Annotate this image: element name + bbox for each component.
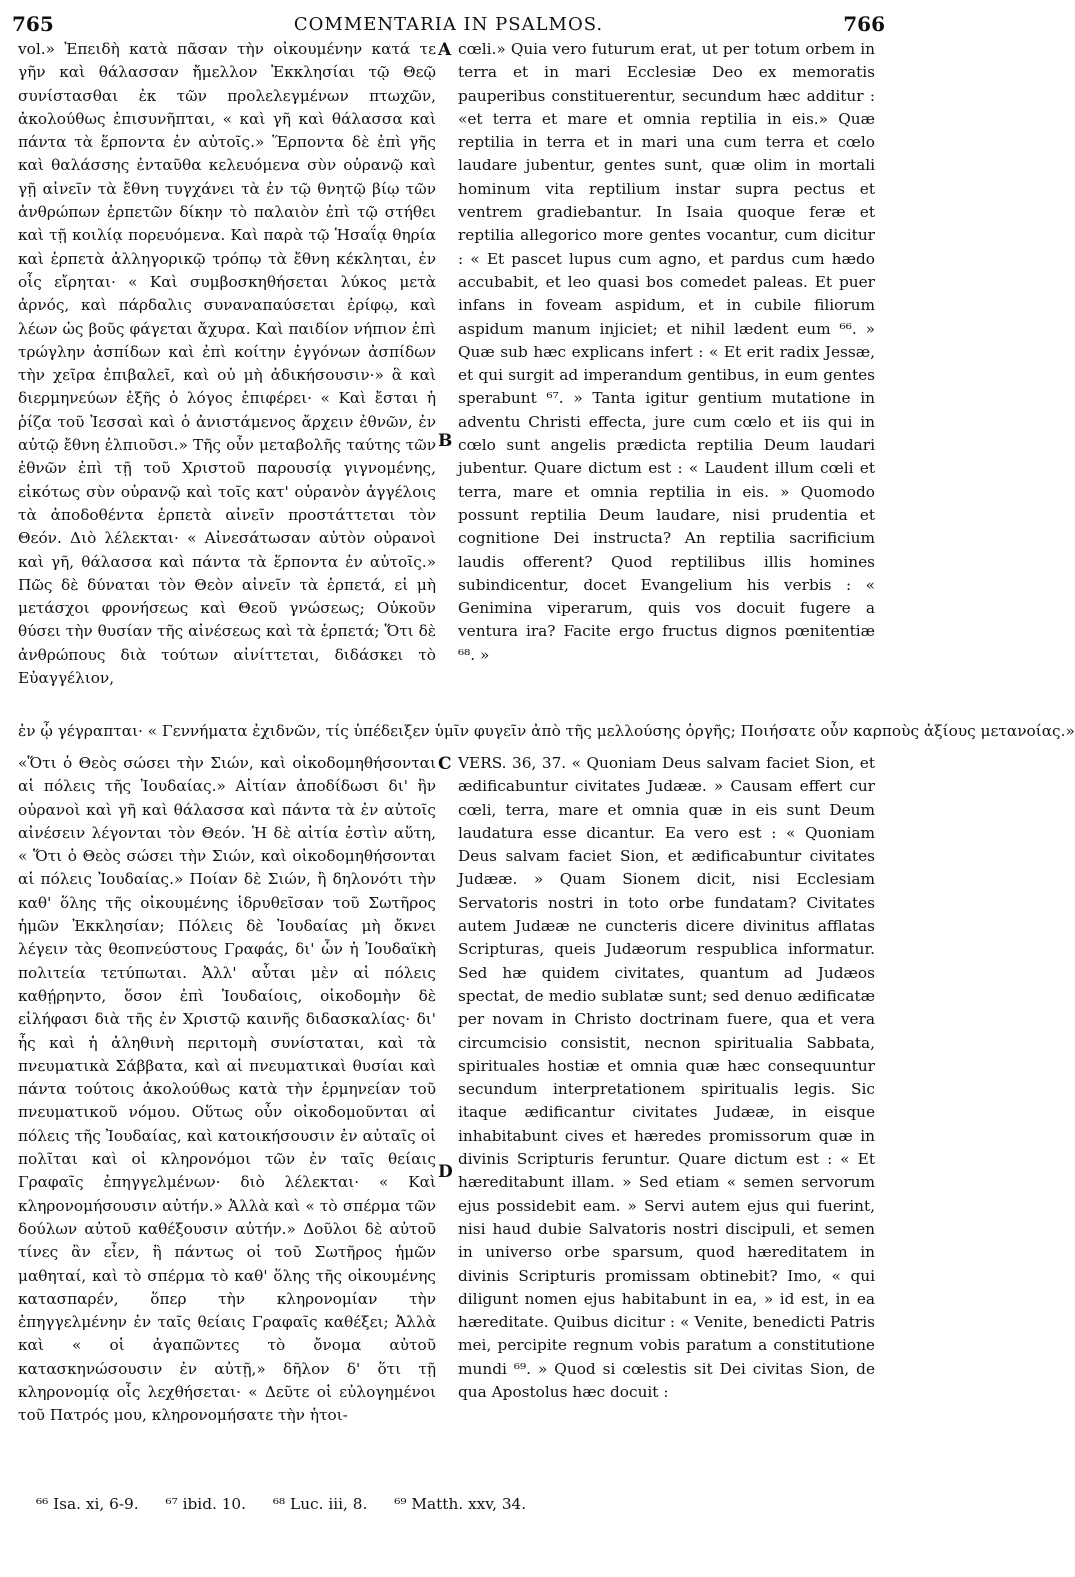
greek-spanning-text: ἐν ᾧ γέγραπται· « Γεννήματα ἐχιδνῶν, τίς ὑπέδειξεν ὑμῖν φυγεῖν ἀπὸ τῆς μελλούσης ὀργῆς; Ποιήσατε οὖν καρποὺς ἀξίους μετανοίας.» [18, 722, 1075, 740]
margin-letter-b: B [438, 431, 453, 451]
footnote: ⁶⁶ Isa. xi, 6-9. [36, 1495, 139, 1513]
margin-letter-a: A [438, 40, 452, 60]
greek-spanning-line [18, 720, 1075, 743]
running-header [0, 12, 897, 38]
page-number-left: 765 [12, 12, 54, 36]
footnote: ⁶⁹ Matth. xxv, 34. [394, 1495, 527, 1513]
margin-letter-c: C [438, 754, 452, 774]
footnote: ⁶⁸ Luc. iii, 8. [272, 1495, 368, 1513]
margin-letter-d: D [438, 1162, 453, 1182]
greek-text-block: «Ὅτι ὁ Θεὸς σώσει τὴν Σιών, καὶ οἰκοδομηθήσονται αἱ πόλεις τῆς Ἰουδαίας.» Αἰτίαν ἀποδίδωσι δι' ἣν οὐρανοὶ καὶ γῆ καὶ θάλασσα καὶ πάντα τὰ ἐν αὐτοῖς αἰνέσειν λέγονται τὸν Θεόν. Ἡ δὲ αἰτία ἐστὶν αὕτη, « Ὅτι ὁ Θεὸς σώσει τὴν Σιών, καὶ οἰκοδομηθήσονται αἱ πόλεις Ἰουδαίας.» Ποίαν δὲ Σιών, ἢ δηλονότι τὴν καθ' ὅλης τῆς οἰκουμένης ἱδρυθεῖσαν τοῦ Σωτῆρος ἡμῶν Ἐκκλησίαν; Πόλεις δὲ Ἰουδαίας μὴ ὄκνει λέγειν τὰς θεοπνεύστους Γραφάς, δι' ὧν ἡ Ἰουδαϊκὴ πολιτεία τετύπωται. Ἀλλ' αὗται μὲν αἱ πόλεις καθῄρηντο, ὅσον ἐπὶ Ἰουδαίοις, οἰκοδομὴν δὲ εἰλήφασι διὰ τῆς ἐν Χριστῷ καινῆς διδασκαλίας· δι' ἧς καὶ ἡ ἀληθινὴ περιτομὴ συνίσταται, καὶ τὰ πνευματικὰ Σάββατα, καὶ αἱ πνευματικαὶ θυσίαι καὶ πάντα τούτοις ἀκολούθως κατὰ τὴν ἑρμηνείαν τοῦ πνευματικοῦ νόμου. Οὕτως οὖν οἰκοδομοῦνται αἱ πόλεις τῆς Ἰουδαίας, καὶ κατοικήσουσιν ἐν αὐταῖς οἱ πολῖται καὶ οἱ κληρονόμοι τῶν ἐν ταῖς θείαις Γραφαῖς ἐπηγγελμένων· διὸ λέλεκται· « Καὶ κληρονομήσουσιν αὐτήν.» Ἀλλὰ καὶ « τὸ σπέρμα τῶν δούλων αὐτοῦ καθέξουσιν αὐτήν.» Δοῦλοι δὲ αὐτοῦ τίνες ἂν εἶεν, ἢ πάντως οἱ τοῦ Σωτῆρος ἡμῶν μαθηταί, καὶ τὸ σπέρμα τὸ καθ' ὅλης τῆς οἰκουμένης κατασπαρέν, ὅπερ τὴν κληρονομίαν τὴν ἐπηγγελμένην ἐν ταῖς θείαις Γραφαῖς καθέξει; Ἀλλὰ καὶ « οἱ ἀγαπῶντες τὸ ὄνομα αὐτοῦ κατασκηνώσουσιν ἐν αὐτῇ,» δῆλον δ' ὅτι τῇ κληρονομίᾳ οἷς λεχθήσεται· « Δεῦτε οἱ εὐλογημένοι τοῦ Πατρός μου, κληρονομήσατε τὴν ἡτοι- [18, 754, 436, 1425]
page-number-right: 766 [843, 12, 885, 36]
greek-column-upper [18, 38, 436, 788]
footnote: ⁶⁷ ibid. 10. [165, 1495, 247, 1513]
greek-column-lower [18, 752, 436, 1452]
footnotes [36, 1495, 876, 1513]
latin-column-lower [458, 752, 875, 1452]
latin-text-block: VERS. 36, 37. « Quoniam Deus salvam faciet Sion, et ædificabuntur civitates Judææ. » Causam effert cur cœli, terra, mare et omnia quæ in eis sunt Deum laudatura esse dicantur. Ea vero est : « Quoniam Deus salvam faciet Sion, et ædificabuntur civitates Judææ. » Quam Sionem dicit, nisi Ecclesiam Servatoris nostri in toto orbe fundatam? Civitates autem Judææ ne cuncteris dicere divinitus afflatas Scripturas, queis Judæorum respublica informatur. Sed hæ quidem civitates, quantum ad Judæos spectat, de medio sublatæ sunt; sed denuo ædificatæ per novam in Christo doctrinam fuere, qua et vera circumcisio consistit, necnon spiritualia Sabbata, spirituales hostiæ et omnia quæ hæc consequuntur secundum interpretationem spiritualis legis. Sic itaque ædificantur civitates Judææ, in eisque inhabitabunt cives et hæredes promissorum quæ in divinis Scripturis feruntur. Quare dictum est : « Et hæreditabunt illam. » Sed etiam « semen servorum ejus possidebit eam. » Servi autem ejus qui fuerint, nisi haud dubie Salvatoris nostri discipuli, et semen in universo orbe sparsum, quod hæreditatem in divinis Scripturis promissam obtinebit? Imo, « qui diligunt nomen ejus habitabunt in ea, » id est, in ea hæreditate. Quibus dicitur : « Venite, benedicti Patris mei, percipite regnum vobis paratum a constitutione mundi ⁶⁹. » Quod si cœlestis sit Dei civitas Sion, de qua Apostolus hæc docuit : [458, 754, 875, 1402]
greek-text-block: vol.» Ἐπειδὴ κατὰ πᾶσαν τὴν οἰκουμένην κατά τε γῆν καὶ θάλασσαν ἤμελλον Ἐκκλησίαι τῷ Θεῷ συνίστασθαι ἐκ τῶν προλελεγμένων πτωχῶν, ἀκολούθως ἐπισυνῆπται, « καὶ γῆ καὶ θάλασσα καὶ πάντα τὰ ἕρποντα ἐν αὐτοῖς.» Ἕρποντα δὲ ἐπὶ γῆς καὶ θαλάσσης ἐνταῦθα κελευόμενα σὺν οὐρανῷ καὶ γῇ αἰνεῖν τὰ ἔθνη τυγχάνει τὰ ἐν τῷ θνητῷ βίῳ τῶν ἀνθρώπων ἑρπετῶν δίκην τὸ παλαιὸν ἐπὶ τῷ στήθει καὶ τῇ κοιλίᾳ πορευόμενα. Καὶ παρὰ τῷ Ἡσαΐᾳ θηρία καὶ ἑρπετὰ ἀλληγορικῷ τρόπῳ τὰ ἔθνη κέκληται, ἐν οἷς εἴρηται· « Καὶ συμβοσκηθήσεται λύκος μετὰ ἀρνός, καὶ πάρδαλις συναναπαύσεται ἐρίφῳ, καὶ λέων ὡς βοῦς φάγεται ἄχυρα. Καὶ παιδίον νήπιον ἐπὶ τρώγλην ἀσπίδων καὶ ἐπὶ κοίτην ἐγγόνων ἀσπίδων τὴν χεῖρα ἐπιβαλεῖ, καὶ οὐ μὴ ἀδικήσουσιν·» ἃ καὶ διερμηνεύων ἑξῆς ὁ λόγος ἐπιφέρει· « Καὶ ἔσται ἡ ῥίζα τοῦ Ἰεσσαὶ καὶ ὁ ἀνιστάμενος ἄρχειν ἐθνῶν, ἐν αὐτῷ ἔθνη ἐλπιοῦσι.» Τῆς οὖν μεταβολῆς ταύτης τῶν ἐθνῶν ἐπὶ τῇ τοῦ Χριστοῦ παρουσίᾳ γιγνομένης, εἰκότως σὺν οὐρανῷ καὶ τοῖς κατ' οὐρανὸν ἀγγέλοις τὰ ἀποδοθέντα ἑρπετὰ αἰνεῖν προστάττεται τὸν Θεόν. Διὸ λέλεκται· « Αἰνεσάτωσαν αὐτὸν οὐρανοὶ καὶ γῆ, θάλασσα καὶ πάντα τὰ ἕρποντα ἐν αὐτοῖς.» Πῶς δὲ δύναται τὸν Θεὸν αἰνεῖν τὰ ἑρπετά, εἰ μὴ μετάσχοι φρονήσεως καὶ Θεοῦ γνώσεως; Οὐκοῦν θύσει τὴν θυσίαν τῆς αἰνέσεως καὶ τὰ ἑρπετά; Ὅτι δὲ ἀνθρώπους διὰ τούτων αἰνίττεται, διδάσκει τὸ Εὐαγγέλιον, [18, 40, 436, 688]
latin-column-upper [458, 38, 875, 716]
latin-text-block: cœli.» Quia vero futurum erat, ut per totum orbem in terra et in mari Ecclesiæ Deo ex memoratis pauperibus constituerentur, secundum hæc additur : «et terra et mare et omnia reptilia in eis.» Quæ reptilia in terra et in mari una cum terra et cœlo laudare jubentur, gentes sunt, quæ olim in mortali hominum vita reptilium instar supra pectus et ventrem gradiebantur. In Isaia quoque feræ et reptilia allegorico more gentes vocantur, cum dicitur : « Et pascet lupus cum agno, et pardus cum hædo accubabit, et leo quasi bos comedet paleas. Et puer infans in foveam aspidum, et in cubile filiorum aspidum manum injiciet; et nihil lædent eum ⁶⁶. » Quæ sub hæc explicans infert : « Et erit radix Jessæ, et qui surgit ad imperandum gentibus, in eum gentes sperabunt ⁶⁷. » Tanta igitur gentium mutatione in adventu Christi effecta, jure cum cœlo et iis qui in cœlo sunt angelis prædicta reptilia Deum laudari jubentur. Quare dictum est : « Laudent illum cœli et terra, mare et omnia reptilia in eis. » Quomodo possunt reptilia Deum laudare, nisi prudentia et cognitione Dei instructa? An reptilia sacrificium laudis offerent? Quod reptilibus illis homines subindicentur, docet Evangelium his verbis : « Genimina viperarum, quis vos docuit fugere a ventura ira? Facite ergo fructus dignos pœnitentiæ ⁶⁸. » [458, 40, 875, 664]
running-title: COMMENTARIA IN PSALMOS. [293, 14, 604, 35]
